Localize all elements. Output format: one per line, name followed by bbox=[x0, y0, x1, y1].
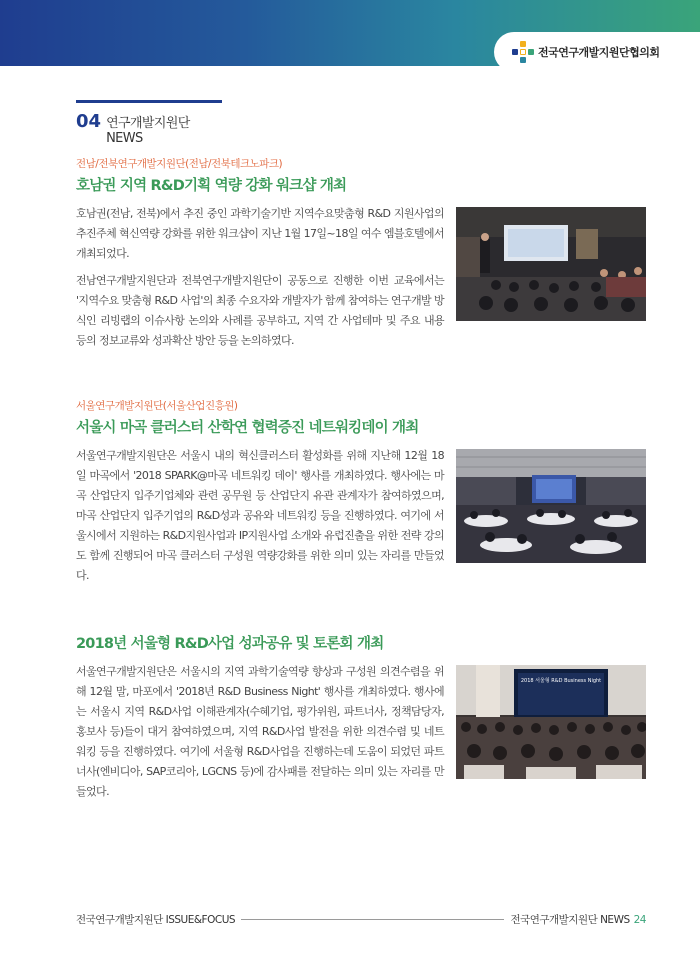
footer-left-label: 전국연구개발지원단 ISSUE&FOCUS bbox=[76, 914, 236, 926]
workshop-photo bbox=[456, 207, 646, 321]
logo-text: 전국연구개발지원단협의회 bbox=[538, 46, 660, 59]
screen-banner-text: 2018 서울형 R&D Business Night bbox=[520, 678, 602, 684]
article-title: 호남권 지역 R&D기획 역량 강화 워크샵 개최 bbox=[76, 178, 347, 194]
news-article bbox=[76, 398, 646, 593]
news-article bbox=[76, 156, 646, 358]
article-paragraph: 서울연구개발지원단은 서울시 내의 혁신클러스터 활성화를 위해 지난해 12월 18일 마곡에서 '2018 SPARK@마곡 네트워킹 데이' 행사를 개최하였다. 행사에는 마곡 산업단지 입주기업체와 관련 공무원 등 산업단지 유관 관계자가 참여하였으며, 마곡 산업단지 입주기업의 R&D성과 공유와 네트워킹 등을 진행하였다. 여기에 서울시에서 지원하는 R&D지원사업과 IP지원사업 소개와 유럽진출을 위한 전략 강의도 함께 진행되어 마곡 클러스터 구성원 역량강화를 위한 의미 있는 자리를 만들었다. bbox=[76, 449, 444, 582]
section-title: 연구개발지원단 NEWS bbox=[106, 116, 190, 146]
networking-day-photo bbox=[456, 449, 646, 563]
article-body bbox=[76, 446, 444, 593]
article-title: 2018년 서울형 R&D사업 성과공유 및 토론회 개최 bbox=[76, 636, 384, 652]
footer-divider bbox=[241, 919, 504, 920]
news-article bbox=[76, 614, 646, 809]
page-footer bbox=[76, 912, 646, 927]
article-body bbox=[76, 662, 444, 809]
org-logo[interactable] bbox=[494, 32, 700, 72]
article-paragraph: 서울연구개발지원단은 서울시의 지역 과학기술역량 향상과 구성원 의견수렴을 위해 12월 말, 마포에서 '2018년 R&D Business Night' 행사를 개최하였다. 행사에는 서울시 지역 R&D사업 이해관계자(수혜기업, 평가위원, 파트너사, 정책담당자, 홍보사 등)들이 대거 참여하였으며, 지역 R&D사업 발전을 위한 의견수렴 및 네트워킹 등을 진행하였다. 여기에 서울형 R&D사업을 진행하는데 도움이 되었던 파트너사(엔비디아, SAP코리아, LGCNS 등)에 감사패를 전달하는 의미 있는 자리를 만들었다. bbox=[76, 665, 444, 798]
article-title: 서울시 마곡 클러스터 산학연 협력증진 네트워킹데이 개최 bbox=[76, 420, 419, 436]
page-number: 24 bbox=[633, 913, 646, 926]
article-paragraph: 호남권(전남, 전북)에서 추진 중인 과학기술기반 지역수요맞춤형 R&D 지원사업의 추진주체 혁신역량 강화를 위한 워크샵이 지난 1월 17일~18일 여수 엠블호텔에서 개최되었다. bbox=[76, 207, 444, 260]
business-night-photo bbox=[456, 665, 646, 779]
article-source: 서울연구개발지원단(서울산업진흥원) bbox=[76, 400, 238, 412]
section-number: 04 bbox=[76, 111, 102, 132]
article-paragraph: 전남연구개발지원단과 전북연구개발지원단이 공동으로 진행한 이번 교육에서는 '지역수요 맞춤형 R&D 사업'의 최종 수요자와 개발자가 함께 참여하는 연구개발 방식인 리빙랩의 이슈사항 논의와 사례를 공부하고, 지역 간 사업테마 및 주요 내용 등의 정보교류와 성과확산 방안 등을 논의하였다. bbox=[76, 274, 444, 347]
article-source bbox=[76, 614, 646, 629]
section-heading bbox=[76, 100, 222, 146]
article-source: 전남/전북연구개발지원단(전남/전북테크노파크) bbox=[76, 158, 283, 170]
article-body bbox=[76, 204, 444, 358]
footer-right-label: 전국연구개발지원단 NEWS bbox=[510, 914, 630, 926]
section-rule bbox=[76, 100, 222, 103]
logo-icon bbox=[512, 41, 534, 63]
